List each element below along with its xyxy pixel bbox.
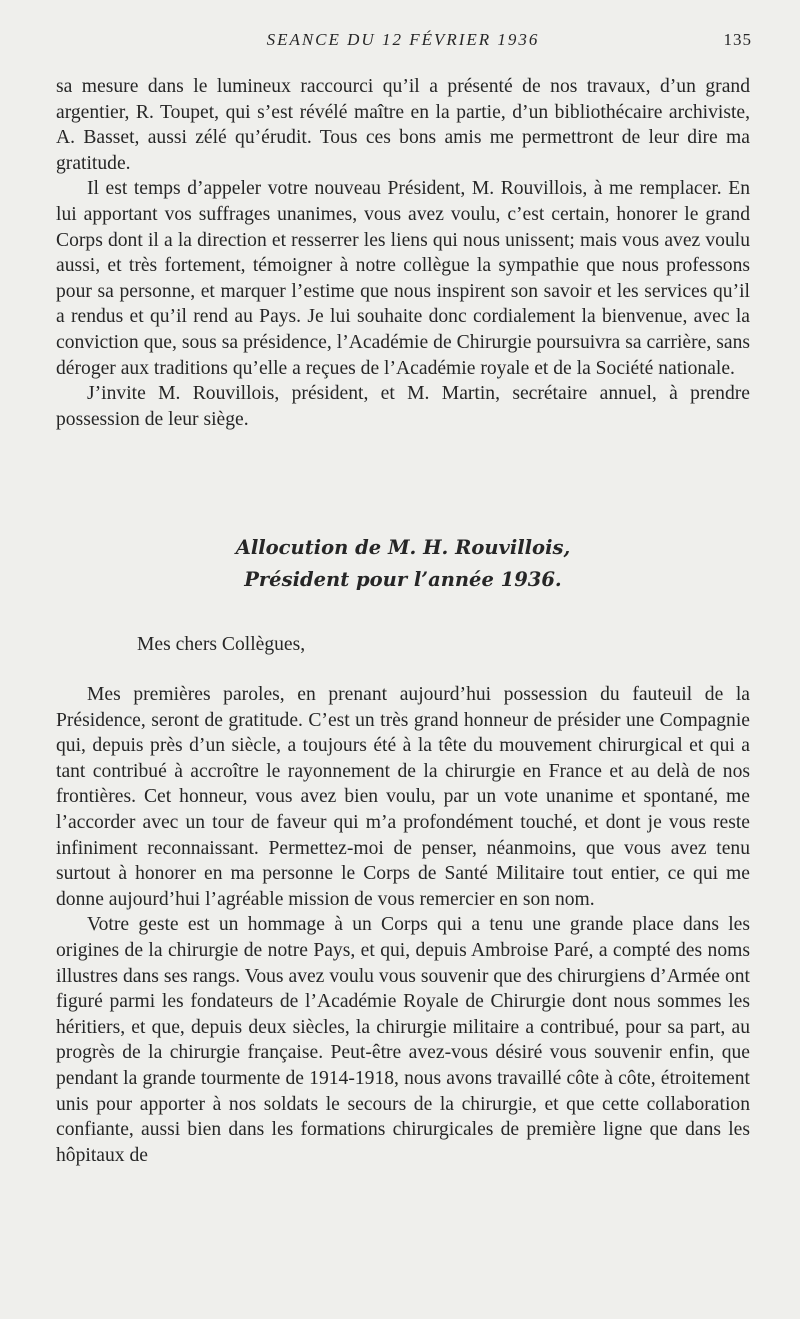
page-number: 135 bbox=[723, 30, 752, 49]
paragraph-invitation: J’invite M. Rouvillois, président, et M. Martin, secrétaire annuel, à prendre possession de leur siège. bbox=[56, 383, 750, 430]
paragraph-tribute: Votre geste est un hommage à un Corps qui a tenu une grande place dans les origines de la chirurgie de notre Pays, et qui, depuis Ambroise Paré, a compté des noms illustres dans ses rangs. Vous avez voulu vous souvenir que des chirurgiens d’Armée ont figuré parmi les fondateurs de l’Académie Royale de Chirurgie dont nous sommes les héritiers, et que, depuis deux siècles, la chirurgie militaire a contribué, pour sa part, au progrès de la chirurgie française. Peut-être avez-vous désiré vous souvenir enfin, que pendant la grande tourmente de 1914-1918, nous avons travaillé côte à côte, étroitement unis pour apporter à nos soldats le secours de la chirurgie, et que cette collaboration confiante, aussi bien dans les formations chirurgicales de première ligne que dans les hôpitaux de bbox=[56, 914, 750, 1166]
running-title: SEANCE DU 12 FÉVRIER 1936 bbox=[266, 30, 540, 49]
paragraph-gratitude: Mes premières paroles, en prenant aujourd’hui possession du fauteuil de la Présidence, seront de gratitude. C’est un très grand honneur de présider une Compagnie qui, depuis près d’un siècle, a toujours été à la tête du mouvement chirurgical et qui a tant contribué à accroître le rayonnement de la chirurgie en France et au delà de nos frontières. Cet honneur, vous avez bien voulu, par un vote unanime et spontané, me l’accorder avec un tour de faveur qui m’a profondément touché, et dont je vous reste infiniment reconnaissant. Permettez-moi de penser, néanmoins, que vous avez tenu surtout à honorer en ma personne le Corps de Santé Militaire tout entier, ce qui me donne aujourd’hui l’agréable mission de vous remercier en son nom. bbox=[56, 684, 750, 910]
paragraph-continued: sa mesure dans le lumineux raccourci qu’il a présenté de nos travaux, d’un grand argentier, R. Toupet, qui s’est révélé maître en la partie, d’un bibliothécaire archiviste, A. Basset, aussi zélé qu’érudit. Tous ces bons amis me permettront de leur dire ma gratitude. bbox=[56, 76, 750, 174]
section-heading-line-2: Président pour l’année 1936. bbox=[244, 568, 562, 591]
allocution-body bbox=[56, 682, 750, 1168]
running-head bbox=[56, 30, 750, 54]
paragraph-new-president: Il est temps d’appeler votre nouveau Président, M. Rouvillois, à me remplacer. En lui apportant vos suffrages unanimes, vous avez voulu, c’est certain, honorer le grand Corps dont il a la direction et resserrer les liens qui nous unissent; mais vous avez voulu aussi, et très fortement, témoigner à notre collègue la sympathie que nous professons pour sa personne, et marquer l’estime que nous inspirent son savoir et les services qu’il a rendus et qu’il rend au Pays. Je lui souhaite donc cordialement la bienvenue, avec la conviction que, sous sa présidence, l’Académie de Chirurgie poursuivra sa carrière, sans déroger aux traditions qu’elle a reçues de l’Académie royale et de la Société nationale. bbox=[56, 178, 750, 379]
section-heading-line-1: Allocution de M. H. Rouvillois, bbox=[235, 536, 571, 559]
previous-speech-body bbox=[56, 74, 750, 432]
salutation: Mes chers Collègues, bbox=[137, 634, 306, 655]
